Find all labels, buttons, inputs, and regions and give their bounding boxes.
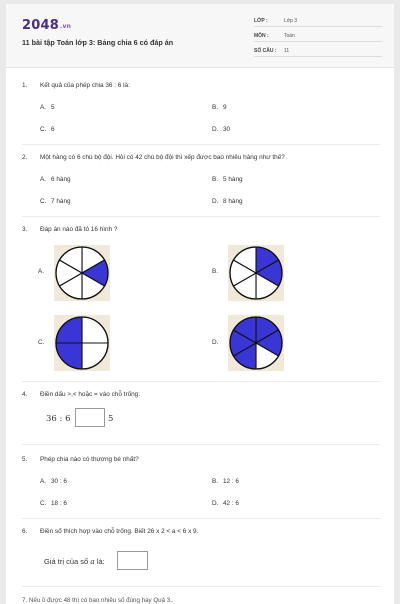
question-5-option-a[interactable]: A. 30 : 6 [40, 478, 67, 485]
meta-subject-row [254, 31, 382, 42]
question-3-option-b-letter: B. [212, 268, 219, 275]
question-3-option-b[interactable] [228, 245, 284, 301]
question-5-option-b[interactable]: B. 12 : 6 [212, 478, 239, 485]
pie-diagram-b [228, 245, 284, 301]
meta-count-label: SỐ CÂU : [254, 48, 277, 54]
question-6-answer-prompt: Giá trị của số a là: [44, 557, 105, 566]
comparison-answer-box[interactable] [75, 408, 105, 427]
meta-grade-value: Lớp 3 [284, 18, 298, 24]
question-6-text: 6. Điền số thích hợp vào chỗ trống. Biết 26 x 2 < a < 6 x 9. [22, 528, 199, 535]
pie-diagram-a [54, 245, 110, 301]
question-1-option-a[interactable]: A. 5 [40, 104, 55, 111]
meta-count-row [254, 46, 382, 57]
question-5-text: 5. Phép chia nào có thương bé nhất? [22, 456, 139, 463]
divider [22, 518, 380, 519]
question-1-text: 1. Kết quả của phép chia 36 : 6 là: [22, 82, 130, 89]
question-7-text-partial: 7. Nếu ồ được 48 thì có bao nhiêu số đúng hay Quả 3.. [22, 597, 174, 604]
meta-subject-label: MÔN : [254, 33, 269, 39]
question-5-option-d[interactable]: D. 42 : 6 [212, 500, 239, 507]
meta-grade-row [254, 16, 382, 27]
question-2-text: 2. Một hàng có 6 chú bộ đội. Hỏi có 42 chú bộ đội thì xếp được bao nhiêu hàng như thế? [22, 154, 285, 161]
question-3-option-a-letter: A. [38, 268, 45, 275]
question-3-option-c-letter: C. [38, 339, 45, 346]
question-5-option-c[interactable]: C. 18 : 6 [40, 500, 67, 507]
question-1-option-d[interactable]: D. 30 [212, 126, 231, 133]
divider [22, 381, 380, 382]
divider [22, 444, 380, 445]
divider [22, 144, 380, 145]
question-3-option-c[interactable] [54, 315, 110, 371]
question-3-text: 3. Đáp án nào đã tô 16 hình ? [22, 226, 118, 233]
question-1-option-c[interactable]: C. 6 [40, 126, 55, 133]
divider [22, 586, 380, 587]
meta-grade-label: LỚP : [254, 18, 268, 24]
comparison-left-expression: 36 : 6 [46, 414, 71, 424]
pie-diagram-c [54, 315, 110, 371]
pie-diagram-d [228, 315, 284, 371]
comparison-right-value: 5 [108, 414, 114, 424]
worksheet-header [6, 4, 394, 68]
question-2-option-d[interactable]: D. 8 hàng [212, 198, 243, 205]
question-2-option-a[interactable]: A. 6 hàng [40, 176, 71, 183]
worksheet-page [6, 4, 394, 604]
site-logo[interactable] [22, 18, 71, 33]
question-2-option-c[interactable]: C. 7 hàng [40, 198, 71, 205]
question-4-text: 4. Điền dấu >,< hoặc = vào chỗ trống: [22, 391, 141, 398]
meta-subject-value: Toán [284, 33, 295, 39]
divider [22, 216, 380, 217]
page-title: 11 bài tập Toán lớp 3: Bảng chia 6 có đáp án [22, 38, 174, 47]
question-1-option-b[interactable]: B. 9 [212, 104, 227, 111]
meta-count-value: 11 [284, 48, 290, 54]
question-3-option-d-letter: D. [212, 339, 219, 346]
question-3-option-a[interactable] [54, 245, 110, 301]
question-2-option-b[interactable]: B. 5 hàng [212, 176, 243, 183]
question-3-option-d[interactable] [228, 315, 284, 371]
question-6-answer-box[interactable] [117, 551, 148, 570]
logo-text: 2048 [22, 18, 59, 33]
logo-suffix: .vn [59, 23, 72, 30]
